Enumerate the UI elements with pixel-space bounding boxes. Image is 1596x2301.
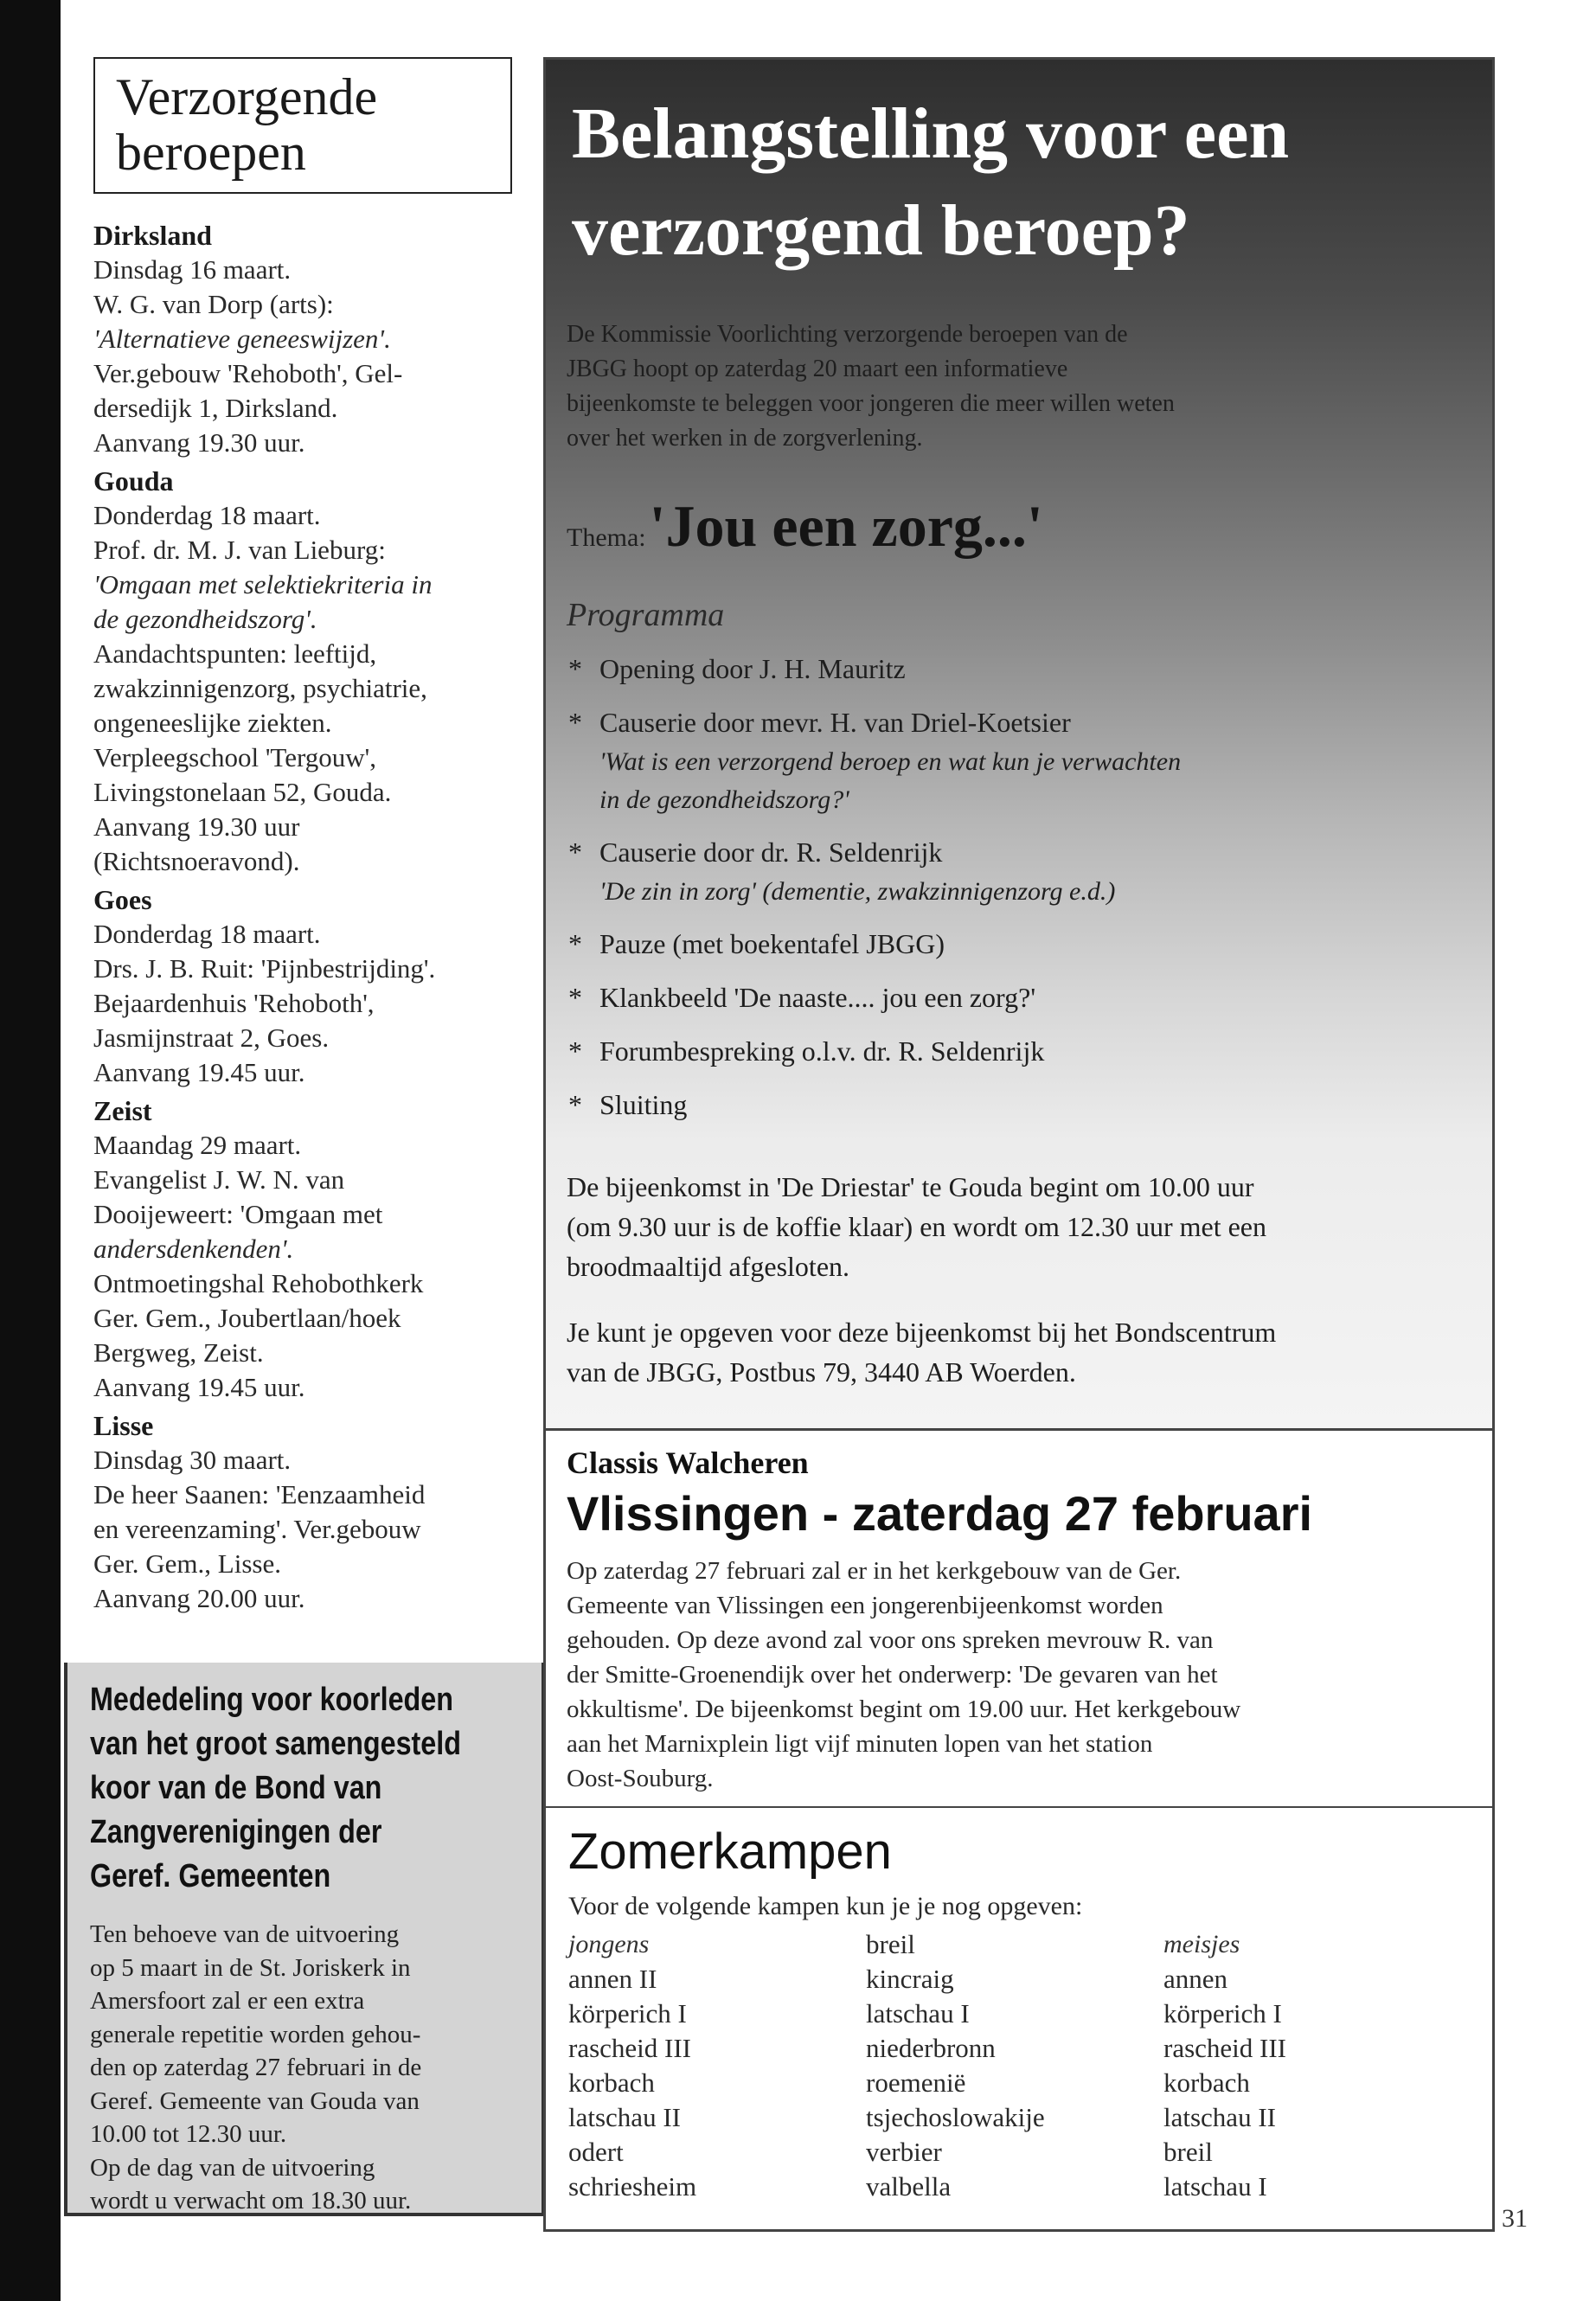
event-line: Dinsdag 30 maart. [93, 1445, 292, 1475]
zomerkampen-section [543, 1808, 1495, 2232]
signup-line: Je kunt je opgeven voor deze bijeenkomst bij het Bondscentrum [567, 1317, 1277, 1348]
choir-notice-line: Geref. Gemeente van Gouda van [90, 2086, 420, 2115]
event-city: Gouda [93, 465, 174, 497]
event-line: W. G. van Dorp (arts): [93, 289, 334, 319]
event-item [93, 1093, 543, 1405]
program-item-text: Causerie door dr. R. Seldenrijk [599, 836, 943, 868]
choir-notice-heading-line: Mededeling voor koorleden [90, 1682, 453, 1718]
event-line: Aandachtspunten: leeftijd, [93, 638, 377, 669]
theme-title: 'Jou een zorg...' [649, 493, 1043, 559]
event-line: Aanvang 19.45 uur. [93, 1057, 305, 1087]
event-line: Donderdag 18 maart. [93, 500, 321, 530]
theme-line [567, 492, 1043, 561]
program-item [568, 1030, 1468, 1072]
camp-item: annen II [568, 1964, 657, 1994]
camp-item: valbella [866, 2171, 952, 2202]
camp-item: korbach [568, 2067, 655, 2098]
info-intro-line: over het werken in de zorgverlening. [567, 425, 923, 452]
choir-notice-line: op 5 maart in de St. Joriskerk in [90, 1953, 411, 1982]
page-number: 31 [1502, 2204, 1528, 2233]
camp-item: latschau I [1163, 2171, 1267, 2202]
vlissingen-line: gehouden. Op deze avond zal voor ons spreken mevrouw R. van [567, 1626, 1214, 1654]
event-line: Ver.gebouw 'Rehoboth', Gel- [93, 358, 403, 388]
event-line: Aanvang 20.00 uur. [93, 1583, 305, 1613]
bullet-mark: * [568, 928, 582, 959]
event-item [93, 1408, 543, 1616]
event-city: Goes [93, 884, 152, 915]
event-list [93, 218, 543, 1619]
camp-item: körperich I [568, 1998, 687, 2029]
vlissingen-line: Oost-Souburg. [567, 1765, 714, 1792]
program-item [568, 831, 1468, 911]
vlissingen-line: Op zaterdag 27 februari zal er in het kerkgebouw van de Ger. [567, 1557, 1182, 1585]
camp-item: rascheid III [568, 2033, 691, 2063]
info-panel [543, 57, 1495, 1431]
theme-label: Thema: [567, 523, 646, 552]
event-line: Maandag 29 maart. [93, 1130, 302, 1160]
camp-column-header: jongens [568, 1930, 650, 1958]
choir-notice-heading-line: Zangverenigingen der [90, 1814, 382, 1850]
camp-item: körperich I [1163, 1998, 1282, 2029]
event-city: Dirksland [93, 220, 212, 251]
meeting-line: broodmaaltijd afgesloten. [567, 1251, 850, 1282]
choir-notice-line: Op de dag van de uitvoering [90, 2153, 375, 2182]
event-line: Aanvang 19.30 uur [93, 811, 300, 842]
camp-column-header: breil [866, 1929, 915, 1959]
bullet-mark: * [568, 836, 582, 868]
info-headline [572, 86, 1289, 279]
event-line: Dooijeweert: 'Omgaan met [93, 1199, 383, 1229]
camp-item: odert [568, 2137, 624, 2167]
program-item [568, 702, 1468, 819]
event-line: Aanvang 19.30 uur. [93, 427, 305, 458]
camp-column-header: meisjes [1163, 1930, 1240, 1958]
event-line: (Richtsnoeravond). [93, 846, 300, 876]
program-title: Programma [567, 597, 725, 633]
camp-item: schriesheim [568, 2171, 697, 2202]
zomerkampen-title: Zomerkampen [568, 1823, 892, 1880]
camp-item: latschau II [568, 2102, 681, 2132]
choir-notice-heading-line: Geref. Gemeenten [90, 1858, 331, 1894]
event-line: Ontmoetingshal Rehobothkerk [93, 1268, 424, 1298]
event-city: Zeist [93, 1095, 152, 1126]
choir-notice-heading [90, 1678, 459, 1899]
meeting-text [567, 1167, 1484, 1286]
camp-item: annen [1163, 1964, 1228, 1994]
camp-item: niederbronn [866, 2033, 996, 2063]
event-item [93, 218, 543, 460]
choir-notice-line: den op zaterdag 27 februari in de [90, 2054, 422, 2081]
bullet-mark: * [568, 653, 582, 684]
choir-notice [64, 1663, 545, 2216]
signup-text [567, 1312, 1484, 1392]
camp-item: roemenië [866, 2067, 966, 2098]
event-line: Bergweg, Zeist. [93, 1337, 264, 1368]
event-item [93, 882, 543, 1090]
info-intro-line: bijeenkomste te beleggen voor jongeren die meer willen weten [567, 390, 1175, 417]
camp-column [866, 1927, 1151, 2204]
vlissingen-heading: Vlissingen - zaterdag 27 februari [567, 1486, 1313, 1541]
program-item-text: Forumbespreking o.l.v. dr. R. Seldenrijk [599, 1035, 1045, 1067]
camp-item: latschau I [866, 1998, 970, 2029]
event-line: Prof. dr. M. J. van Lieburg: [93, 535, 386, 565]
choir-notice-line: 10.00 tot 12.30 uur. [90, 2120, 287, 2148]
program-item [568, 977, 1468, 1018]
event-line: Ger. Gem., Lisse. [93, 1548, 281, 1579]
choir-notice-line: Amersfoort zal er een extra [90, 1987, 365, 2015]
choir-notice-line: Ten behoeve van de uitvoering [90, 1920, 400, 1948]
event-line: Jasmijnstraat 2, Goes. [93, 1022, 330, 1053]
vlissingen-body [567, 1554, 1471, 1796]
info-intro [567, 317, 1484, 456]
camp-item: verbier [866, 2137, 942, 2167]
vlissingen-line: der Smitte-Groenendijk over het onderwerp: 'De gevaren van het [567, 1661, 1218, 1689]
bullet-mark: * [568, 707, 582, 738]
event-line: ongeneeslijke ziekten. [93, 708, 332, 738]
choir-notice-line: wordt u verwacht om 18.30 uur. [90, 2187, 412, 2214]
event-line: zwakzinnigenzorg, psychiatrie, [93, 673, 427, 703]
program-item [568, 648, 1468, 689]
vlissingen-line: Gemeente van Vlissingen een jongerenbijeenkomst worden [567, 1592, 1163, 1619]
vlissingen-line: okkultisme'. De bijeenkomst begint om 19.00 uur. Het kerkgebouw [567, 1695, 1241, 1723]
camp-item: rascheid III [1163, 2033, 1286, 2063]
event-line: 'Omgaan met selektiekriteria in [93, 569, 433, 599]
bullet-mark: * [568, 1089, 582, 1120]
camp-item: kincraig [866, 1964, 954, 1994]
page-spine [0, 0, 61, 2301]
event-line: Donderdag 18 maart. [93, 919, 321, 949]
camp-item: latschau II [1163, 2102, 1276, 2132]
meeting-line: De bijeenkomst in 'De Driestar' te Gouda begint om 10.00 uur [567, 1171, 1254, 1202]
event-line: De heer Saanen: 'Eenzaamheid [93, 1479, 426, 1509]
program-item-subtitle: 'De zin in zorg' (dementie, zwakzinnigenzorg e.d.) [599, 877, 1116, 906]
program-item-subtitle: 'Wat is een verzorgend beroep en wat kun je verwachten [599, 747, 1182, 776]
event-city: Lisse [93, 1410, 154, 1441]
program-item-text: Pauze (met boekentafel JBGG) [599, 928, 945, 959]
section-title [116, 69, 490, 180]
zomerkampen-lead: Voor de volgende kampen kun je je nog opgeven: [568, 1892, 1083, 1920]
program-item [568, 923, 1468, 965]
program-item [568, 1084, 1468, 1125]
info-intro-line: De Kommissie Voorlichting verzorgende beroepen van de [567, 321, 1128, 348]
event-line: Bejaardenhuis 'Rehoboth', [93, 988, 375, 1018]
event-line: Evangelist J. W. N. van [93, 1164, 345, 1195]
bullet-mark: * [568, 1035, 582, 1067]
event-line: Drs. J. B. Ruit: 'Pijnbestrijding'. [93, 953, 436, 984]
vlissingen-line: aan het Marnixplein ligt vijf minuten lopen van het station [567, 1730, 1153, 1758]
event-line: dersedijk 1, Dirksland. [93, 393, 338, 423]
choir-notice-heading-line: koor van de Bond van [90, 1770, 382, 1806]
info-headline-line: verzorgend beroep? [572, 190, 1190, 271]
camp-item: korbach [1163, 2067, 1250, 2098]
vlissingen-section [543, 1431, 1495, 1808]
camp-columns [568, 1927, 1470, 2204]
event-line: Dinsdag 16 maart. [93, 254, 292, 285]
info-headline-line: Belangstelling voor een [572, 93, 1290, 174]
camp-column [1163, 1927, 1449, 2204]
section-title-box [93, 57, 512, 194]
info-intro-line: JBGG hoopt op zaterdag 20 maart een informatieve [567, 356, 1068, 382]
program-list [568, 648, 1468, 1138]
event-line: Livingstonelaan 52, Gouda. [93, 777, 392, 807]
event-line: Aanvang 19.45 uur. [93, 1372, 305, 1402]
camp-item: breil [1163, 2137, 1213, 2167]
event-line: andersdenkenden'. [93, 1234, 294, 1264]
event-line: Ger. Gem., Joubertlaan/hoek [93, 1303, 401, 1333]
program-item-text: Opening door J. H. Mauritz [599, 653, 906, 684]
signup-line: van de JBGG, Postbus 79, 3440 AB Woerden. [567, 1356, 1076, 1388]
program-item-text: Klankbeeld 'De naaste.... jou een zorg?' [599, 982, 1036, 1013]
event-line: en vereenzaming'. Ver.gebouw [93, 1514, 421, 1544]
event-line: de gezondheidszorg'. [93, 604, 317, 634]
choir-notice-heading-line: van het groot samengesteld [90, 1726, 461, 1762]
section-title-line: Verzorgende [116, 68, 378, 125]
vlissingen-kicker: Classis Walcheren [567, 1445, 809, 1480]
camp-item: tsjechoslowakije [866, 2102, 1045, 2132]
event-line: Verpleegschool 'Tergouw', [93, 742, 376, 772]
left-column [64, 54, 538, 2225]
section-title-line: beroepen [116, 124, 306, 181]
event-item [93, 464, 543, 879]
event-line: 'Alternatieve geneeswijzen'. [93, 324, 391, 354]
meeting-info [567, 1167, 1484, 1418]
bullet-mark: * [568, 982, 582, 1013]
meeting-line: (om 9.30 uur is de koffie klaar) en wordt om 12.30 uur met een [567, 1211, 1266, 1242]
choir-notice-line: generale repetitie worden gehou- [90, 2020, 421, 2048]
program-item-text: Causerie door mevr. H. van Driel-Koetsier [599, 707, 1071, 738]
camp-column [568, 1927, 854, 2204]
program-item-text: Sluiting [599, 1089, 688, 1120]
choir-notice-body [90, 1918, 524, 2218]
program-item-subtitle: in de gezondheidszorg?' [599, 785, 849, 814]
